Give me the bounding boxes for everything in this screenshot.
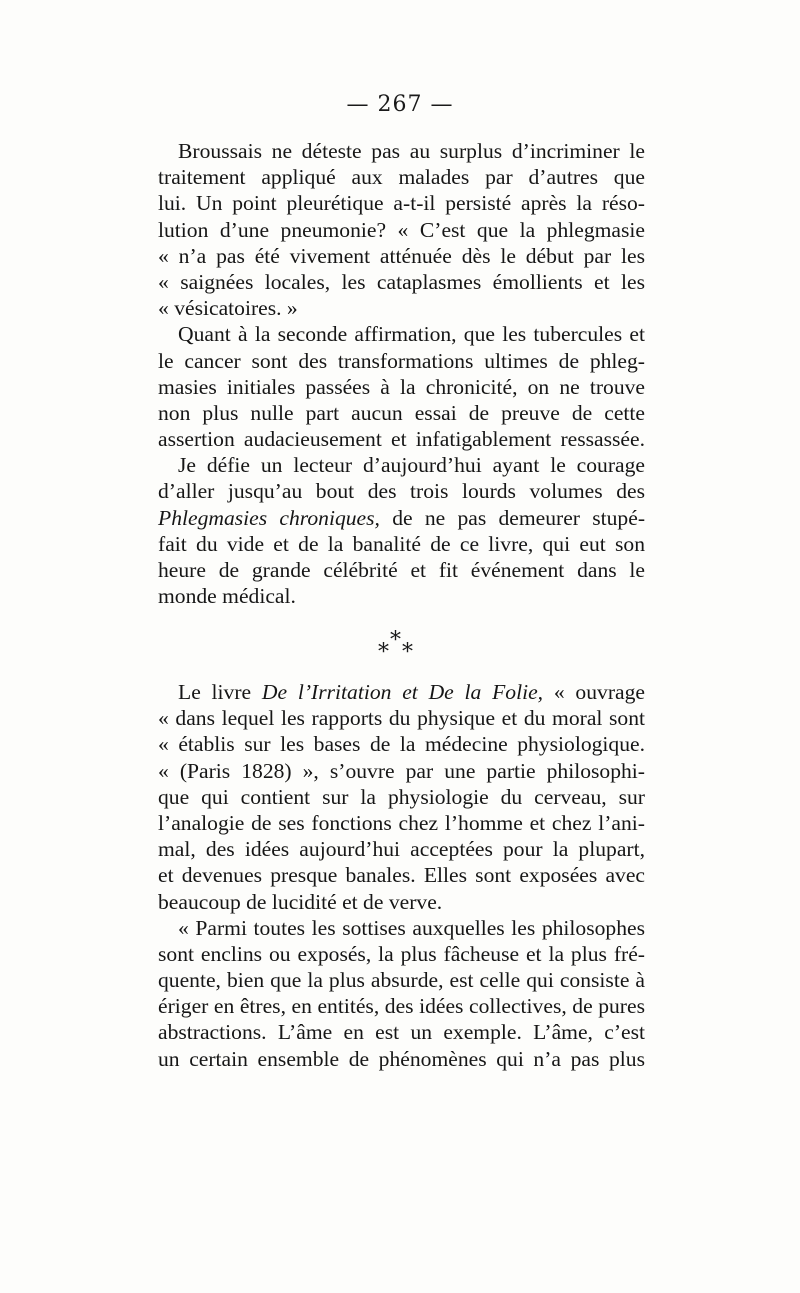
text-line: monde médical.	[158, 584, 296, 609]
text-line: « Parmi toutes les sottises auxquelles les philosophes	[178, 915, 645, 940]
text-line: Quant à la seconde affirmation, que les tubercules et	[178, 322, 645, 347]
text-line: « (Paris 1828) », s’ouvre par une partie philosophi-	[158, 758, 645, 783]
text-fragment: « ouvrage	[553, 680, 645, 704]
text-line: mal, des idées aujourd’hui acceptées pour la plupart,	[158, 837, 645, 862]
text-line: « vésicatoires. »	[158, 296, 298, 321]
text-section-1	[158, 138, 645, 609]
text-line: abstractions. L’âme en est un exemple. L’âme, c’est	[158, 1020, 645, 1045]
text-line: fait du vide et de la banalité de ce livre, qui eut son	[158, 531, 645, 556]
text-section-2	[158, 679, 645, 1072]
text-line: beaucoup de lucidité et de verve.	[158, 889, 443, 914]
italic-book-title: Phlegmasies chroniques,	[158, 505, 380, 530]
star-glyph: *	[390, 628, 401, 653]
text-line: masies initiales passées à la chronicité, on ne trouve	[158, 374, 645, 399]
text-line: que qui contient sur la physiologie du cerveau, sur	[158, 784, 645, 809]
text-fragment: Le livre	[178, 680, 252, 704]
text-line: lution d’une pneumonie? « C’est que la phlegmasie	[158, 217, 645, 242]
italic-book-title: De l’Irritation et De la Folie,	[261, 680, 544, 704]
text-line: quente, bien que la plus absurde, est celle qui consiste à	[158, 968, 645, 993]
text-fragment: de ne pas demeurer stupé-	[392, 505, 646, 530]
text-line: heure de grande célébrité et fit événement dans le	[158, 558, 645, 582]
page-number: — 267 —	[346, 92, 454, 117]
text-line: « n’a pas été vivement atténuée dès le début par les	[158, 243, 645, 268]
star-glyph: *	[402, 640, 413, 665]
text-line: non plus nulle part aucun essai de preuve de cette	[158, 400, 645, 425]
text-line: « saignées locales, les cataplasmes émollients et les	[158, 269, 645, 294]
asterism-separator	[370, 628, 430, 668]
star-glyph: *	[378, 640, 389, 665]
text-line: Je défie un lecteur d’aujourd’hui ayant le courage	[178, 453, 645, 478]
text-line: sont enclins ou exposés, la plus fâcheuse et la plus fré-	[158, 941, 645, 966]
text-line-with-italic	[158, 679, 645, 705]
text-line: lui. Un point pleurétique a-t-il persisté après la réso-	[158, 191, 645, 216]
text-line: ériger en êtres, en entités, des idées collectives, de pures	[158, 994, 645, 1019]
text-line: et devenues presque banales. Elles sont exposées avec	[158, 863, 645, 888]
text-line: l’analogie de ses fonctions chez l’homme et chez l’ani-	[158, 810, 645, 835]
text-line: Broussais ne déteste pas au surplus d’incriminer le	[178, 139, 645, 163]
text-line: « dans lequel les rapports du physique et du moral sont	[158, 706, 645, 731]
text-line: le cancer sont des transformations ultimes de phleg-	[158, 348, 645, 373]
text-line: un certain ensemble de phénomènes qui n’a pas plus	[158, 1046, 645, 1071]
text-line: traitement appliqué aux malades par d’autres que	[158, 165, 645, 190]
text-line: d’aller jusqu’au bout des trois lourds volumes des	[158, 479, 645, 504]
text-line: assertion audacieusement et infatigablement ressassée.	[158, 427, 645, 452]
text-line-with-italic	[158, 505, 645, 531]
text-line: « établis sur les bases de la médecine physiologique.	[158, 732, 645, 757]
